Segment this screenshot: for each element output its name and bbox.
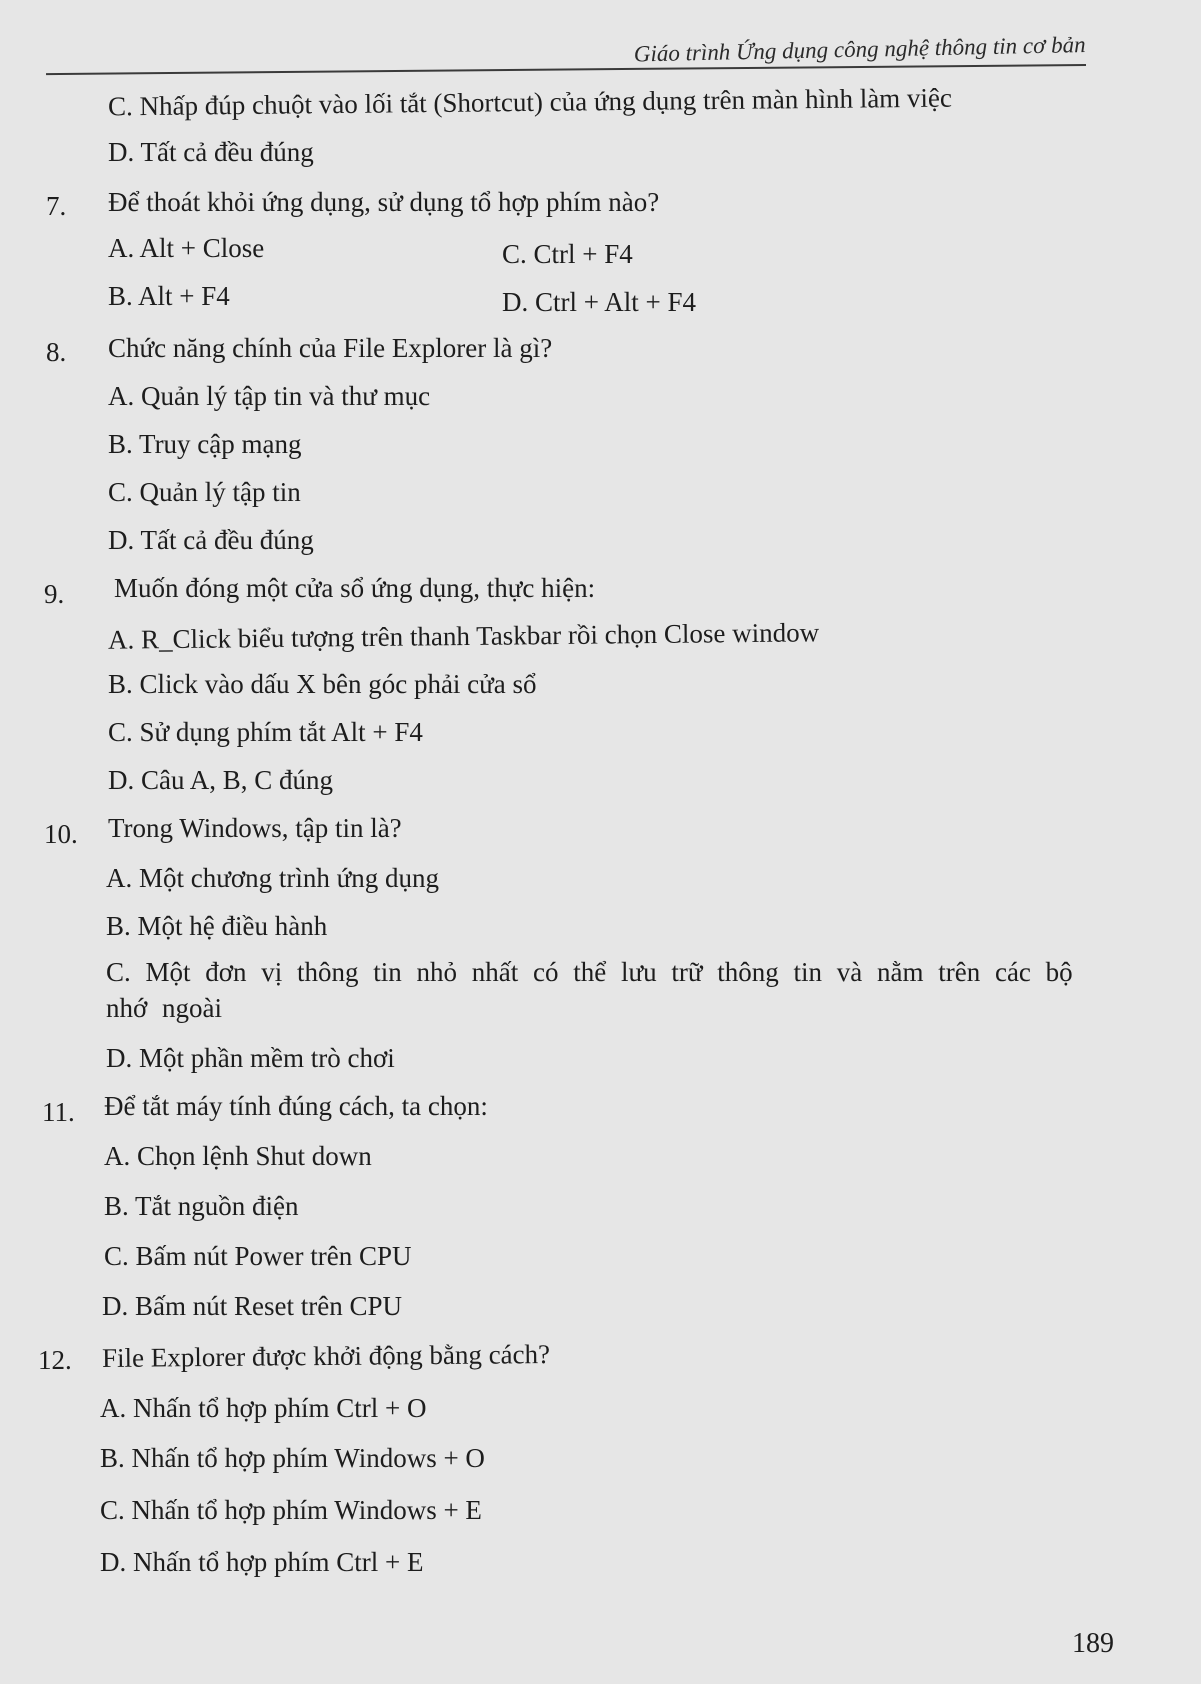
- question-number: 11.: [42, 1097, 75, 1127]
- question-option: C. Quản lý tập tin: [108, 477, 301, 507]
- question-option: D. Bấm nút Reset trên CPU: [102, 1291, 402, 1321]
- continuation-option: D. Tất cả đều đúng: [108, 137, 314, 167]
- question-option: A. Quản lý tập tin và thư mục: [108, 381, 431, 411]
- question-option: A. Nhấn tổ hợp phím Ctrl + O: [100, 1393, 427, 1423]
- header-title: Giáo trình Ứng dụng công nghệ thông tin cơ bản: [633, 32, 1086, 67]
- question-option: C. Nhấn tổ hợp phím Windows + E: [100, 1495, 482, 1525]
- continuation-option: C. Nhấp đúp chuột vào lối tắt (Shortcut) của ứng dụng trên màn hình làm việc: [107, 82, 953, 122]
- question-option: D. Ctrl + Alt + F4: [502, 287, 696, 317]
- question-option: C. Ctrl + F4: [502, 239, 633, 269]
- question-text: Muốn đóng một cửa sổ ứng dụng, thực hiện:: [114, 573, 596, 603]
- question-option: A. R_Click biểu tượng trên thanh Taskbar rồi chọn Close window: [107, 617, 820, 655]
- question-text: Chức năng chính của File Explorer là gì?: [108, 333, 553, 363]
- question-option: D. Nhấn tổ hợp phím Ctrl + E: [100, 1547, 424, 1577]
- question-option: A. Alt + Close: [108, 233, 265, 263]
- question-option: B. Tắt nguồn điện: [104, 1191, 299, 1221]
- question-option: B. Alt + F4: [108, 281, 230, 311]
- question-text: Để thoát khỏi ứng dụng, sử dụng tổ hợp phím nào?: [108, 187, 660, 217]
- question-text: Để tắt máy tính đúng cách, ta chọn:: [104, 1091, 488, 1121]
- question-option: C. Một đơn vị thông tin nhỏ nhất có thể lưu trữ thông tin và nằm trên các bộ nhớ ngoài: [106, 957, 1073, 1023]
- question-option: B. Một hệ điều hành: [106, 911, 328, 941]
- question-number: 7.: [46, 191, 67, 221]
- question-option: A. Một chương trình ứng dụng: [106, 863, 440, 893]
- question-option: D. Một phần mềm trò chơi: [106, 1043, 395, 1073]
- question-text: Trong Windows, tập tin là?: [108, 813, 402, 843]
- question-option: B. Nhấn tổ hợp phím Windows + O: [100, 1443, 485, 1473]
- question-option: C. Bấm nút Power trên CPU: [104, 1241, 412, 1271]
- question-number: 8.: [46, 337, 67, 367]
- question-option: A. Chọn lệnh Shut down: [104, 1141, 372, 1171]
- question-text: File Explorer được khởi động bằng cách?: [101, 1339, 551, 1373]
- question-number: 12.: [38, 1345, 72, 1375]
- question-option: B. Click vào dấu X bên góc phải cửa sổ: [108, 669, 537, 699]
- question-option: B. Truy cập mạng: [108, 429, 302, 459]
- page-number: 189: [1072, 1628, 1114, 1659]
- question-number: 10.: [44, 819, 78, 849]
- question-number: 9.: [44, 579, 65, 609]
- question-option: C. Sử dụng phím tắt Alt + F4: [108, 717, 423, 747]
- question-option: D. Tất cả đều đúng: [108, 525, 314, 555]
- question-option: D. Câu A, B, C đúng: [108, 765, 334, 795]
